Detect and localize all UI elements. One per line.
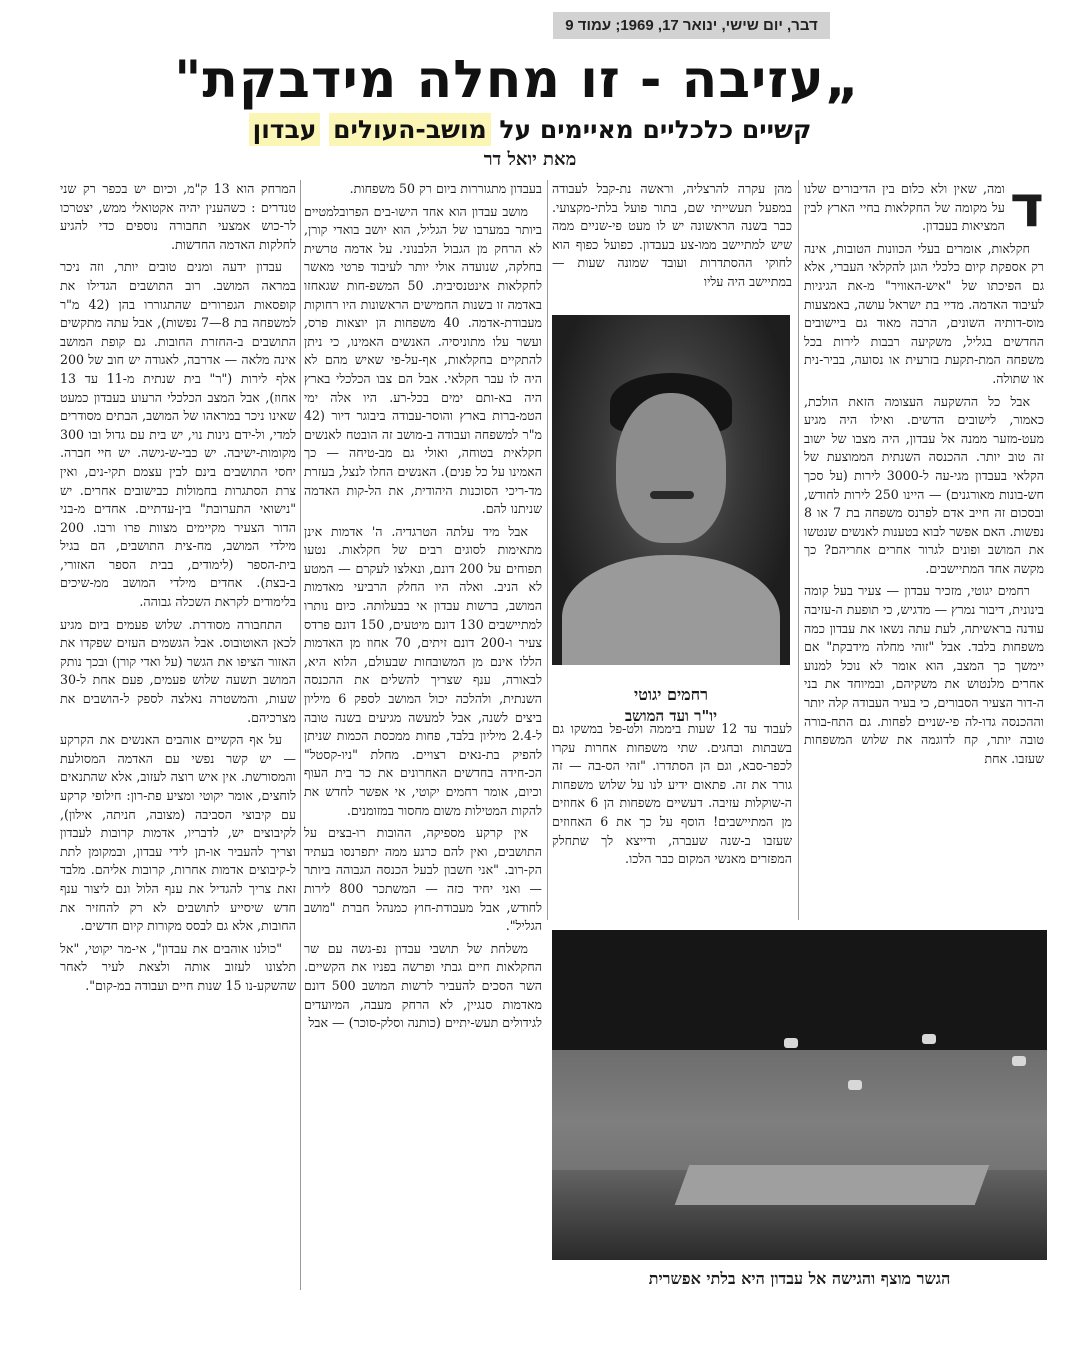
paragraph-text: ומה, שאין ולא כלום בין הדיבורים שלנו על מקומה של החקלאות בחיי הארץ לבין המציאות בעבדון.	[804, 181, 1005, 234]
photo-post	[922, 1034, 936, 1044]
paragraph: עבדון ידעה ומנים טובים יותר, וזה ניכר במראה המושב. רוב התושבים הגדילו את קופסאות הגפרורים שהתגוררו בהן (42 מ"ר למשפחה בת 8—7 נפשות), אבל עתה מתקשים התושבים ב-החזרת החובות. גם קופת המושב אינה מלאה — אדרבה, לאגודה יש חוב של 200 אלף לירות ("ר" בית שנתית מ-11 עד 13 אחוז), אבל המצב הכלכלי הרעוע בעבדון כמעט שאינו ניכר במראהו של המושב, הבתים מסודרים למדי, ול-ידם גינות נוי, יש בית עם גדול ובו 300 מקומות-ישיבה. יש כבי-ש-גישה. יש חיי חברה. יחסי התושבים בינם לבין עצמם תקי-נים, ואין צרת הסתגרות בחמולות כבישובים אחרים. יש "נישואי התערובת" בין-עדתיים. אחדים מ-בני הדור הצעיר מקיימים מצוות פרו ורבו. 200 מילדי המושב, מח-צית התושבים, הם בגיל בית-הספר (לימודים, בבית הספר האזורי, ב-בצת). אחדים מילדי המושב ממ-שיכים בלימודים לקראת השכלה גבוהה.	[60, 259, 296, 610]
portrait-photo	[552, 315, 790, 665]
paragraph: המרחק הוא 13 ק"מ, וכיום יש בכפר רק שני טנדרים : כשהענין יהיה אקטואלי ממש, יצטרכו לר-כוש אמצעי תחבורה נוספים כדי להגיע לחלקות האדמה החדשות.	[60, 181, 296, 252]
paragraph: אין קרקע מספיקה, ההובות רו-בצים על התושבים, ואין להם כרגע ממה יתפרנסו בעתיד הק-רוב. "אני חשבון לבעל הכנסה הגבוהה ביותר — ואני יחיד כזה — המשתכר 800 לירות לחודש, אבל מעבודת-חוץ כמנהל חברת "מושב הגליל".	[304, 825, 542, 934]
paragraph	[804, 180, 1044, 240]
paragraph: התחבורה מסודרת. שלוש פעמים ביום מגיע לכאן האוטובוס. אבל הגשמים העזים שפקדו את האזור הציפו את הגשר (על ואדי קורן) ובכך נותק המושב תשעה שלוש פעמים, פעם אחת ל-30 שעות, והמשטרה נאלצה לספק ל-הושבים את מצרכיהם.	[60, 616, 296, 725]
article-byline: מאת יואל דר	[483, 149, 577, 170]
subhead-highlight-avdon: עבדון	[249, 113, 321, 146]
flooded-bridge-photo	[552, 930, 1047, 1260]
paragraph: לעבוד עד 12 שעות ביממה ולט-פל במשקו גם בשבתות ובחגים. שתי משפחות אחרות עקרו לכפר-סבא, וגם הן הסתדרו. "זהי הס-בה — זה גורר את זה. פתאום ידיע לנו על שלוש משפחות ה-שוקלות עזיבה. דעשיים משפחות הן 6 אחוזים מן המתיישבים! הוסף על כך את 6 האחוזים שעזבו ב-שנה שעברה, ודייצא לך שתחלק המפזרים מאנשי המקום כבר הלכו.	[552, 721, 792, 867]
column-1	[804, 180, 1044, 920]
paragraph: מושב עבדון הוא אחד הישו-בים הפרובלמטיים ביותר במערבו של הגליל, הוא יושב בואדי קורן, לא הרחק מן הגבול הלבנוני. על אדמה טרשית בחלקה, שנועדה אולי יותר לעיבוד פרטי מאשר לחקלאות אינטנסיבית. 50 המשפ-חות שגאחזו באדמה זו בשנות החמישים הראשונות היו רחוקות מעבודת-אדמה. 40 משפחות הן יוצאות פרס, ועשר עלו מתוניסיה. האנשים האמינו, כי ניתן להתקיים בחקלאות, אף-על-פי שאיש מהם לא היה לו עבר חקלאי. אבל הם צבו הכלכלי בארץ היה בא-ותם ימים בכל-רע. היו אלה ימי הטמ-ברות בארץ והוסר-עבודה ביבוגר דיור (42 מ"ר למשפחה ועבודה ב-מושב זה הובטח לאנשים חקלאית בטוחה, ואולי גם מב-טיחה — כך האמינו על כל פנים). האנשים החלו לנצל, בעזרת מד-ריכי הסוכנות היהודית, את הל-קות האדמה שניתנו להם.	[304, 203, 542, 517]
paragraph: בעבדון מתגוררות ביום רק 50 משפחות.	[349, 181, 542, 196]
portrait-caption-role: יו"ר ועד המושב	[624, 707, 718, 725]
column-divider	[798, 180, 799, 920]
drop-cap: ד	[1009, 180, 1044, 240]
column-divider	[547, 180, 548, 920]
paragraph: אבל כל ההשקעה העצומה הזאת הולכת, כאמור, לישובים הדשים. ואילו היה מגיע מעט-מזער ממנה אל עבדון, היה מצבו של ישוב זה טוב יותר. ההכנסה השנתית הממוצעת של הקלאי בעבדון מגי-עה ל-3000 לירות (על סכך חש-בונות מאורגנים) — היינו 250 לירות לחודש, ובסכום זה חייב אדם לפרנס משפחה בת 7 או 8 נפשות. האם אפשר לבוא בטענות לאנשים שנטשו את המושב ופונים לגרור אחרים אחריהם? כך מקשה אחד המתיישבים.	[804, 393, 1044, 576]
photo-post	[848, 1080, 862, 1090]
photo-post	[784, 1038, 798, 1048]
paragraph: "כולנו אוהבים את עבדון", אי-מר יקוטי, "אל תלצונו לעזוב אותה ולצאת לעיר לאחר שהשקע-נו 15 שנות חיים ועבודה במ-קום".	[60, 940, 296, 993]
article-headline: „עזיבה - זו מחלה מידבקת"	[174, 50, 860, 110]
photo-bridge-deck	[675, 1165, 990, 1205]
photo-caption: הגשר מוצף והגישה אל עבדון היא בלתי אפשרית	[648, 1269, 951, 1288]
portrait-caption-name: רחמים יגוטי	[634, 685, 708, 704]
column-divider	[300, 180, 301, 1290]
source-citation: דבר, יום שישי, ינואר 17, 1969; עמוד 9	[553, 12, 830, 39]
column-2-top	[552, 180, 792, 300]
paragraph: על אף הקשיים אוהבים האנשים את הקרקע — יש קשר נפשי עם האדמה המסולעת והמסורשת. אין איש רוצה לעזוב, אלא שהתנאים לוחצים, אומר יקוטי ומציע פת-רון: חילופי קרקע עם קיבוצי הסביבה (מצובה, חניתה, אילון), לקיבוצים יש, לדבריו, אדמות קרובות לעבדון וצריך להעביר או-תן לידי עבדון, ובמקומן לתת ל-קיבוצים אדמות אחרות, קרובות אליהם. מלבד זאת צריך להגדיל את ענף הלול ונם ליצור ענף חדש שיסייע לתושבים לא רק להחזיר את החובות, אלא גם לבסס מקורות קיום חדשים.	[60, 732, 296, 934]
subhead-highlight-moshav: מושב-העולים	[329, 113, 491, 146]
column-3	[304, 180, 542, 1300]
column-2-bottom	[552, 720, 792, 920]
photo-bank	[552, 930, 1047, 1050]
photo-water	[552, 1050, 1047, 1170]
paragraph: רחמים יגוטי, מזכיר עבדון — צעיר בעל קומה בינונית, דיבור נמרץ — מדגיש, כי תופעת ה-עזיבה עודנה בראשיתה, לעת עתה נשאו את עבדון כמה משפחות בלבד. אבל "זוהי מחלה מידבקת" אם יימשך כך המצב, הוא אומר לא נוכל למנוע אחרים מלנטוש את משקיהם, ובמיוחד את בני ה-דור הצעיר הסבורים, כי בעיר העבודה קלה יותר וההכנסה גדו-לה פי-שניים לפחות. גם התח-בורה טובה יותר, קח לדוגמה את שלוש המשפחות שעזבו. אחת	[804, 583, 1044, 766]
paragraph: מהן עקרה להרצליה, וראשה נת-קבל לעבודה במפעל תעשייתי שם, בתור פועל בלתי-מקצועי. כבר בשנה הראשונה יש לו מעט פי-שניים ממה שיש למתיישב ממו-צע בעבדון. כפועל כפוף הוא לחוקי ההסתדרות ועובד שמונה שעות — במתיישב היה עליו	[552, 181, 792, 289]
paragraph: משלחת של תושבי עבדון נפ-גשה עם שר החקלאות חיים גבתי ופרשה בפניו את הקשיים. השר הסכים להעביר לרשות המושב 500 דונם מאדמות סנגיין, לא הרחק מעבה, המיועדים לגידולים תעש-יתיים (כותנה וסלק-סוכר) — אבל	[304, 940, 542, 1031]
portrait-moustache	[650, 491, 694, 499]
paragraph: חקלאות, אומרים בעלי הכוונות הטובות, אינה רק אספקת קיום כלכלי הוגן להקלאי העברי, אלא גם הפיכתו של "איש-האוויר" מ-את הגיגיות לעיבוד האדמה. מדיי בת ישראל עושה, באמצעות מוס-דותיה השונים, הרבה מאוד גם ביישובים החדשים בגליל, משקיעה רבבות לירות בכל משפחה המת-תקעת בזרעית או נסועה, בביר-נית או שתולה.	[804, 240, 1044, 386]
photo-post	[1012, 1056, 1026, 1066]
portrait-face	[616, 393, 726, 543]
paragraph: אבל מיד עלתה הטרגדיה. ה' אדמות אינן מתאימות לסוגים רבים של חקלאות. נטעו תפוחים על 200 דונם, ונאלצו לעקרם — המטע לא הניב. ואלה היו החלק הרביעי מאדמות המושב, ברשות עבדון אי בבעלותה. כיום נותרו למתיישבים 130 דונם מיטעים, 150 דונם פרדס צעיר ו-200 דונם זיתים, 70 אחוז מן האדמות הללו אינם מן המשובחות שבעולם, הלוא היא, לבאורה, ענף שצריך להשלים את ההכנסה השנתית, ולהלכה יכול המושב לספק 6 מיליון ביצים לשנה, אבל למעשה מגיעים בשנה טובה ל-2.4 מיליון בלבד, פחות ממכסת הכמות שניתן להפיק בת-נאים רצויים. מחלת "ניו-קסטל" הכ-חידה בחדשים האחרונים את כר בית העוף וכיום, אומר רחמים יקוטי, אי אפשר לחדש את להקות המטילות משום מחסור במזומנים.	[304, 523, 542, 818]
column-4	[60, 180, 296, 1300]
portrait-shoulders	[562, 555, 780, 665]
subhead-text: קשיים כלכליים מאיימים על	[499, 115, 812, 144]
